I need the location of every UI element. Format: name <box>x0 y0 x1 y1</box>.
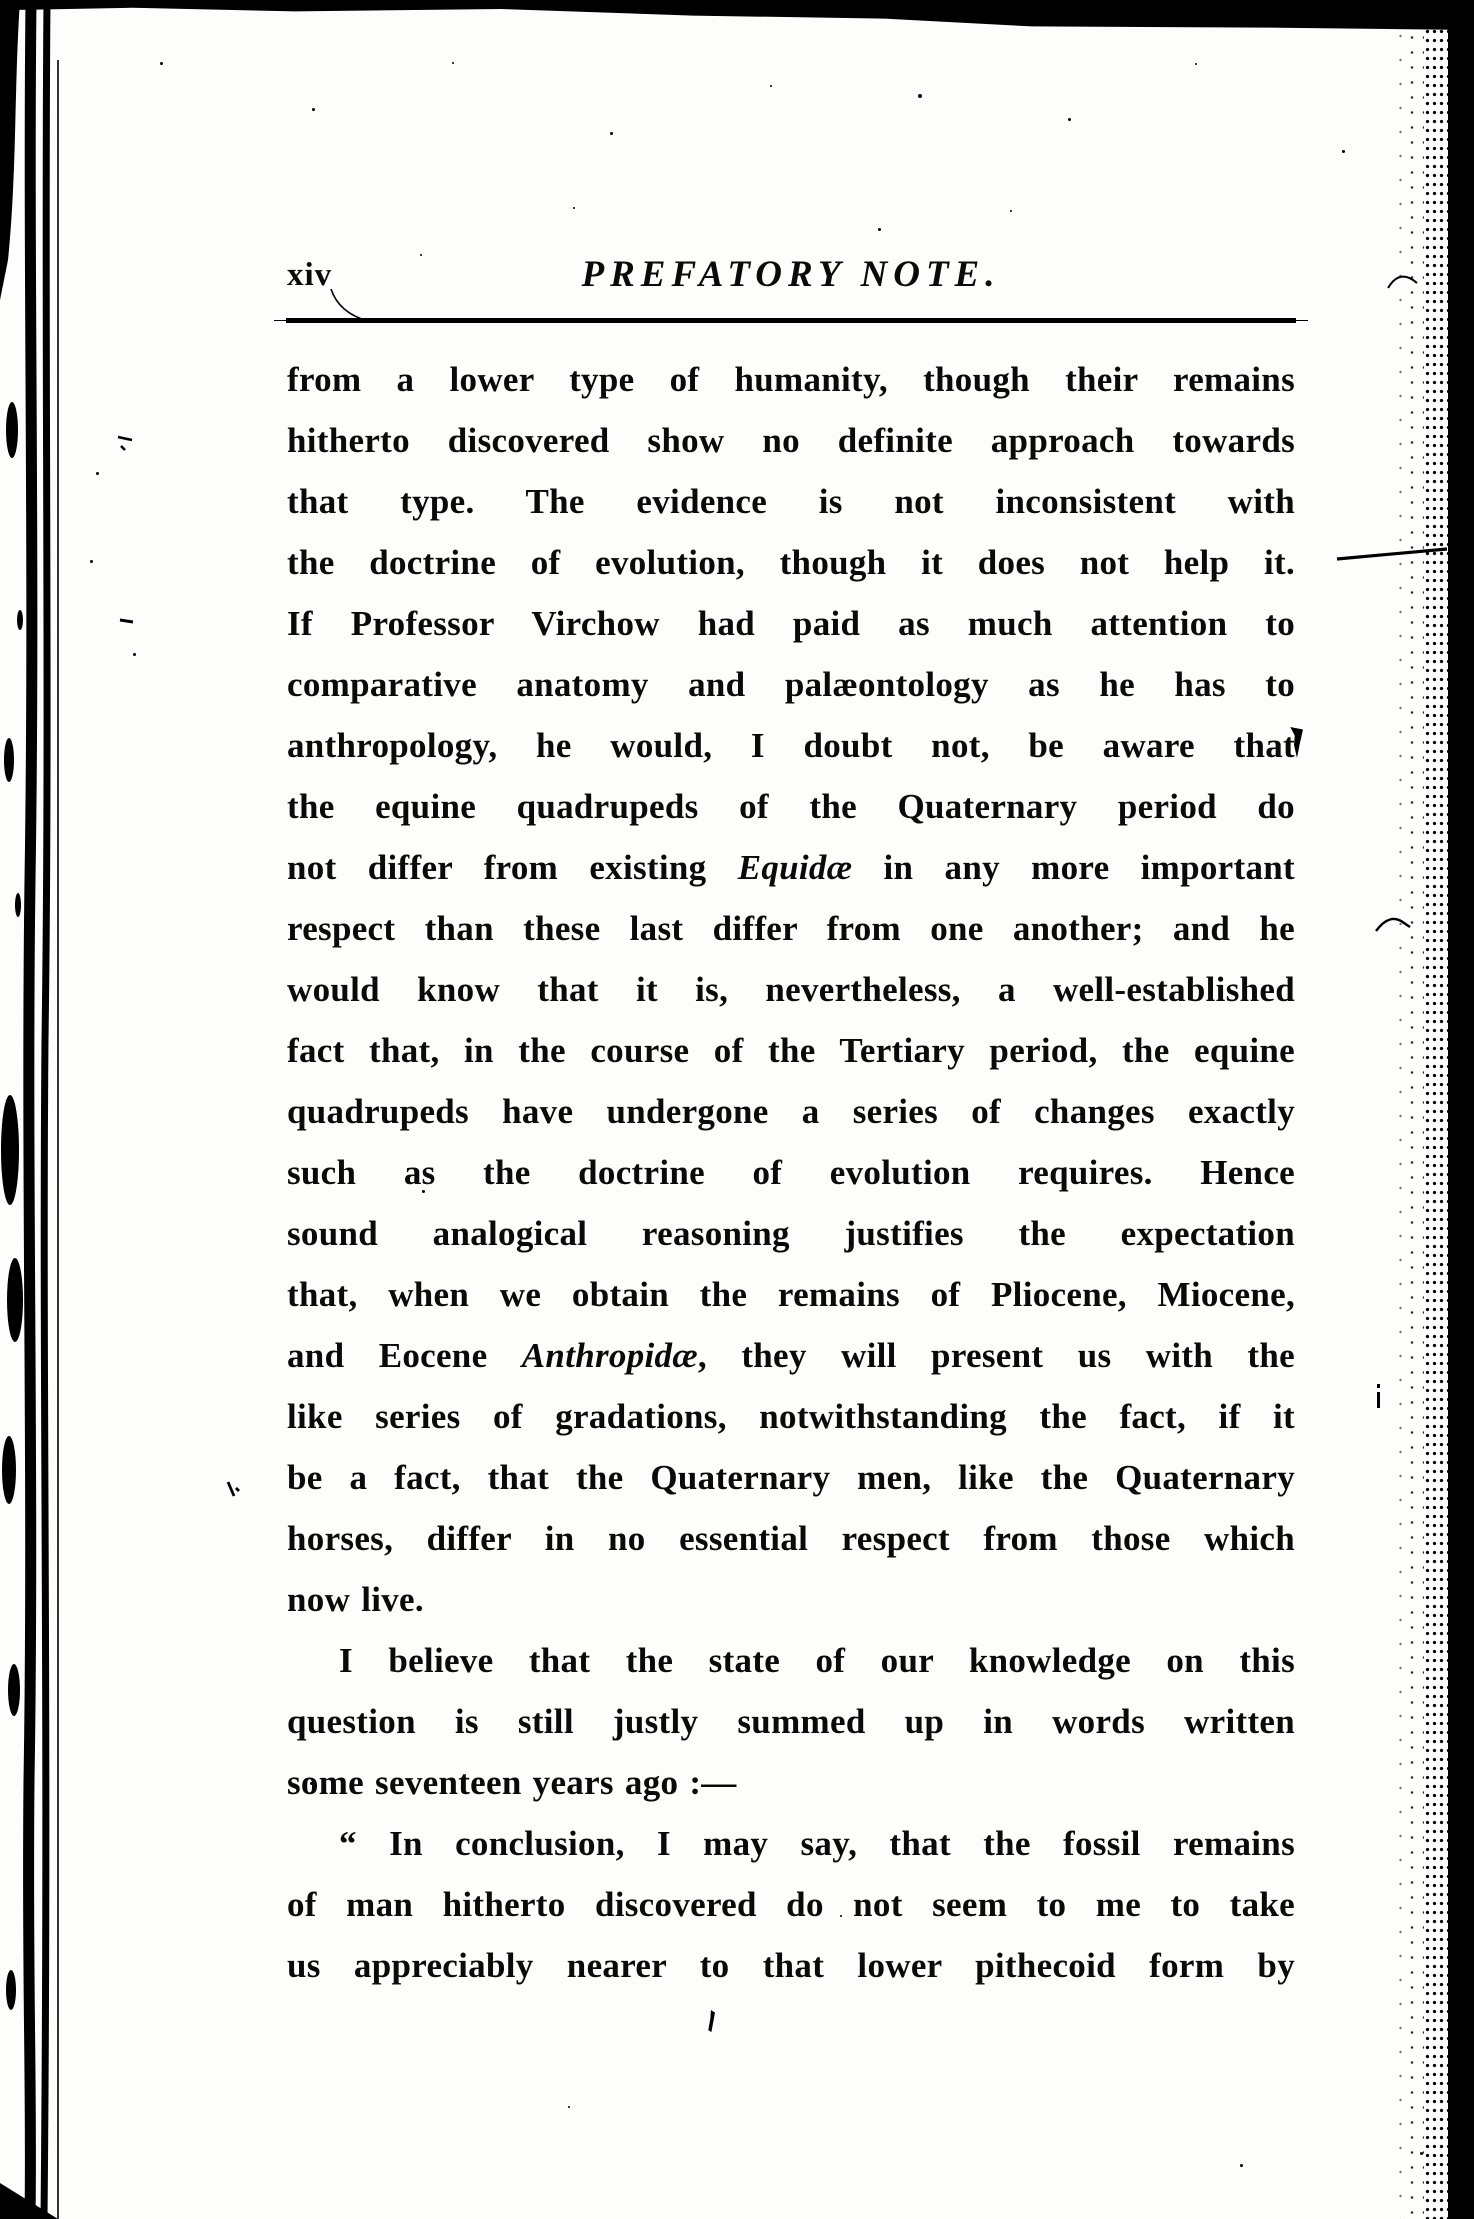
text-segment: not differ from existing <box>287 848 738 887</box>
text-line <box>287 1020 1295 1081</box>
text-segment: that type. The evidence is not inconsistent with <box>287 482 1295 521</box>
text-line <box>287 1203 1295 1264</box>
text-segment: If Professor Virchow had paid as much attention to <box>287 604 1295 643</box>
text-segment: hitherto discovered show no definite approach towards <box>287 421 1295 460</box>
paragraph <box>287 349 1295 1630</box>
text-segment: be a fact, that the Quaternary men, like the Quaternary <box>287 1458 1295 1497</box>
text-segment: comparative anatomy and palæontology as he has to <box>287 665 1295 704</box>
text-line <box>287 715 1295 776</box>
text-segment: fact that, in the course of the Tertiary period, the equine <box>287 1031 1295 1070</box>
ink-i-mark <box>1377 1392 1380 1408</box>
header-rule <box>286 318 1296 323</box>
folio-number: xiv <box>287 257 333 293</box>
scan-edge-top <box>0 0 1474 30</box>
text-segment: of man hitherto discovered do not seem to me to take <box>287 1885 1295 1924</box>
scan-noise-right-outer <box>1392 0 1406 2219</box>
text-segment: such as the doctrine of evolution requires. Hence <box>287 1153 1295 1192</box>
text-line <box>287 776 1295 837</box>
text-segment: that, when we obtain the remains of Pliocene, Miocene, <box>287 1275 1295 1314</box>
text-line <box>287 1264 1295 1325</box>
text-segment: the doctrine of evolution, though it does not help it. <box>287 543 1295 582</box>
latin-term-italic: Anthropidæ <box>521 1336 698 1375</box>
text-line <box>287 1569 1295 1630</box>
text-segment: quadrupeds have undergone a series of changes exactly <box>287 1092 1295 1131</box>
text-line <box>287 837 1295 898</box>
binding-gutter-artifact <box>0 0 130 2219</box>
text-segment: and Eocene <box>287 1336 522 1375</box>
text-line <box>287 1325 1295 1386</box>
text-segment: “ In conclusion, I may say, that the fossil remains <box>339 1824 1295 1863</box>
text-segment: us appreciably nearer to that lower pithecoid form by <box>287 1946 1295 1985</box>
page-header <box>287 244 1295 306</box>
text-segment: respect than these last differ from one another; and he <box>287 909 1295 948</box>
text-line <box>287 410 1295 471</box>
text-segment: would know that it is, nevertheless, a well-established <box>287 970 1295 1009</box>
text-line <box>287 1935 1295 1996</box>
text-line <box>287 959 1295 1020</box>
scan-noise-right-mid <box>1406 0 1424 2219</box>
text-segment: anthropology, he would, I doubt not, be aware that <box>287 726 1295 765</box>
text-segment: the equine quadrupeds of the Quaternary period do <box>287 787 1295 826</box>
ink-comma-mark <box>706 2010 715 2032</box>
text-line <box>287 1874 1295 1935</box>
text-line <box>287 1508 1295 1569</box>
running-head: PREFATORY NOTE. <box>581 254 1001 295</box>
paragraph <box>287 1813 1295 1996</box>
text-line <box>287 1752 1295 1813</box>
text-block <box>287 349 1295 1996</box>
text-segment: like series of gradations, notwithstanding the fact, if it <box>287 1397 1295 1436</box>
text-segment: horses, differ in no essential respect from those which <box>287 1519 1295 1558</box>
text-line <box>287 593 1295 654</box>
text-line <box>287 532 1295 593</box>
scan-edge-right <box>1448 0 1474 2219</box>
text-line <box>287 654 1295 715</box>
text-segment: I believe that the state of our knowledge on this <box>339 1641 1295 1680</box>
text-line <box>287 1630 1295 1691</box>
text-line <box>287 1813 1295 1874</box>
paragraph <box>287 1630 1295 1813</box>
text-segment: now live. <box>287 1580 424 1619</box>
text-line <box>287 1386 1295 1447</box>
text-line <box>287 1691 1295 1752</box>
text-segment: in any more important <box>852 848 1295 887</box>
text-line <box>287 349 1295 410</box>
text-segment: from a lower type of humanity, though their remains <box>287 360 1295 399</box>
scan-noise-right-inner <box>1424 0 1448 2219</box>
text-line <box>287 898 1295 959</box>
text-segment: , they will present us with the <box>697 1336 1295 1375</box>
text-segment: some seventeen years ago :— <box>287 1763 737 1802</box>
text-line <box>287 1081 1295 1142</box>
text-line <box>287 1142 1295 1203</box>
text-line <box>287 1447 1295 1508</box>
latin-term-italic: Equidæ <box>737 848 853 887</box>
text-segment: question is still justly summed up in words written <box>287 1702 1295 1741</box>
text-line <box>287 471 1295 532</box>
text-segment: sound analogical reasoning justifies the expectation <box>287 1214 1295 1253</box>
